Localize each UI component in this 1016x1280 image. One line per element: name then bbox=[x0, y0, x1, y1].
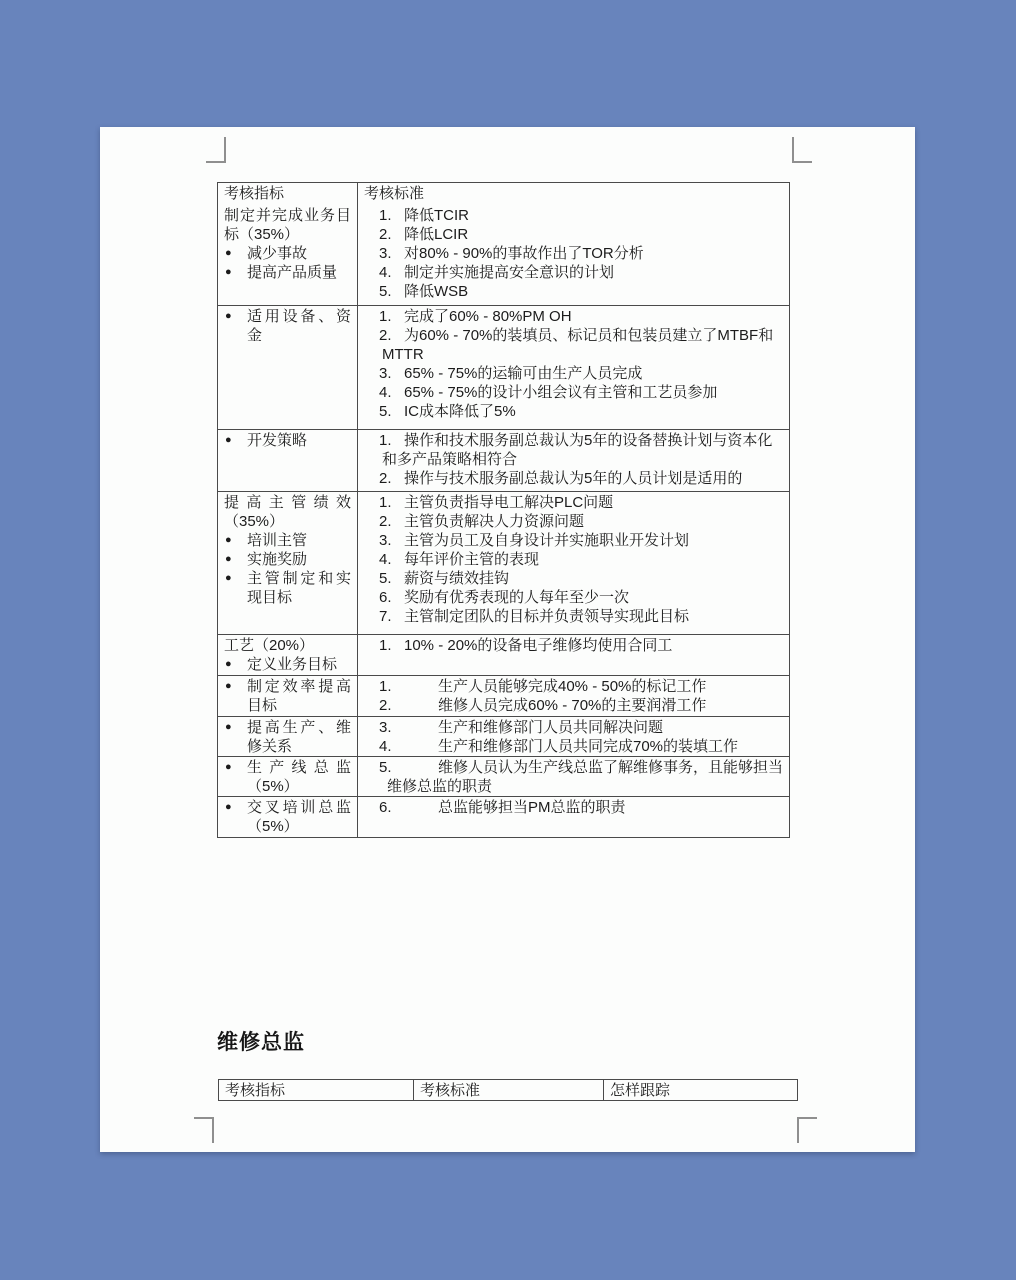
indicator-text: 制定效率提高目标 bbox=[247, 678, 351, 714]
bullet-icon: ● bbox=[225, 721, 232, 733]
bullet-icon: ● bbox=[225, 572, 232, 584]
standard-item bbox=[358, 677, 783, 696]
item-text: 生产和维修部门人员共同解决问题 bbox=[438, 719, 664, 736]
item-text: 降低LCIR bbox=[404, 226, 469, 243]
standard-item bbox=[358, 569, 783, 588]
standard-item bbox=[358, 588, 783, 607]
indicator-bullet-line bbox=[224, 307, 351, 345]
bullet-icon: ● bbox=[225, 761, 232, 773]
item-number: 1. bbox=[379, 432, 392, 449]
indicator-cell bbox=[218, 757, 358, 796]
indicator-cell bbox=[218, 430, 358, 491]
item-number: 2. bbox=[379, 470, 392, 487]
indicator-bullet-line bbox=[224, 531, 351, 550]
item-number: 3. bbox=[379, 719, 392, 736]
indicator-bullet-line bbox=[224, 550, 351, 569]
item-number: 5. bbox=[379, 403, 392, 420]
standard-item bbox=[358, 469, 783, 488]
table-row bbox=[218, 429, 789, 491]
item-number: 3. bbox=[379, 245, 392, 262]
section-title: 维修总监 bbox=[217, 1031, 305, 1054]
indicator-text: 减少事故 bbox=[247, 245, 308, 262]
item-text: 操作和技术服务副总裁认为5年的设备替换计划与资本化和多产品策略相符合 bbox=[382, 432, 773, 468]
indicator-text: 实施奖励 bbox=[247, 551, 308, 568]
indicator-text: 适用设备、资金 bbox=[247, 308, 351, 344]
standard-item bbox=[358, 493, 783, 512]
text-boundary-mark-bottom-right bbox=[797, 1117, 817, 1143]
item-number: 3. bbox=[379, 365, 392, 382]
indicator-bullet-line bbox=[224, 431, 351, 450]
indicator-bullet-line bbox=[224, 718, 351, 756]
table-header-row bbox=[218, 183, 789, 205]
item-number: 5. bbox=[379, 759, 392, 776]
standard-item bbox=[358, 244, 783, 263]
item-text: 每年评价主管的表现 bbox=[404, 551, 540, 568]
item-text: 奖励有优秀表现的人每年至少一次 bbox=[404, 589, 630, 606]
standards-cell bbox=[358, 635, 789, 675]
standard-item bbox=[358, 263, 783, 282]
item-number: 2. bbox=[379, 327, 392, 344]
item-text: 降低WSB bbox=[404, 283, 469, 300]
standard-item bbox=[358, 607, 783, 626]
item-number: 6. bbox=[379, 589, 392, 606]
item-text: 10% - 20%的设备电子维修均使用合同工 bbox=[404, 637, 673, 654]
header-cell-indicator: 考核指标 bbox=[218, 183, 358, 205]
standard-item bbox=[358, 550, 783, 569]
item-number: 5. bbox=[379, 283, 392, 300]
bullet-icon: ● bbox=[225, 658, 232, 670]
indicator-text: 定义业务目标 bbox=[247, 656, 338, 673]
indicator-cell bbox=[218, 717, 358, 756]
assessment-table bbox=[217, 182, 790, 838]
standard-item bbox=[358, 225, 783, 244]
standard-item bbox=[358, 282, 783, 301]
indicator-text: 生产线总监（5%） bbox=[247, 759, 351, 795]
bullet-icon: ● bbox=[225, 801, 232, 813]
indicator-cell bbox=[218, 205, 358, 305]
standards-cell bbox=[358, 797, 789, 837]
standard-item bbox=[358, 307, 783, 326]
indicator-text: 交叉培训总监（5%） bbox=[247, 799, 351, 835]
standards-cell bbox=[358, 430, 789, 491]
item-text: 对80% - 90%的事故作出了TOR分析 bbox=[404, 245, 644, 262]
bullet-icon: ● bbox=[225, 247, 232, 259]
item-number: 2. bbox=[379, 226, 392, 243]
bullet-icon: ● bbox=[225, 534, 232, 546]
text-boundary-mark-top-left bbox=[206, 137, 226, 163]
item-text: 主管制定团队的目标并负责领导实现此目标 bbox=[404, 608, 690, 625]
indicator-text: 主管制定和实现目标 bbox=[247, 570, 351, 606]
indicator-cell bbox=[218, 635, 358, 675]
item-text: 主管为员工及自身设计并实施职业开发计划 bbox=[404, 532, 690, 549]
table-row bbox=[218, 716, 789, 756]
indicator-bullet-line bbox=[224, 655, 351, 674]
item-text: 总监能够担当PM总监的职责 bbox=[438, 799, 626, 816]
item-text: 操作与技术服务副总裁认为5年的人员计划是适用的 bbox=[404, 470, 743, 487]
table-row bbox=[218, 796, 789, 837]
header-cell-indicator: 考核指标 bbox=[219, 1080, 414, 1100]
indicator-text: 工艺（20%） bbox=[224, 637, 315, 654]
indicator-text: 制定并完成业务目标（35%） bbox=[224, 207, 351, 243]
item-text: 维修人员完成60% - 70%的主要润滑工作 bbox=[438, 697, 707, 714]
standards-cell bbox=[358, 306, 789, 429]
standard-item bbox=[358, 636, 783, 655]
standard-item bbox=[358, 326, 783, 364]
item-number: 1. bbox=[379, 678, 392, 695]
item-number: 1. bbox=[379, 637, 392, 654]
item-number: 1. bbox=[379, 207, 392, 224]
standard-item bbox=[358, 531, 783, 550]
item-text: 完成了60% - 80%PM OH bbox=[404, 308, 572, 325]
standard-item bbox=[358, 383, 783, 402]
tracking-table bbox=[218, 1079, 798, 1101]
indicator-text: 提高生产、维修关系 bbox=[247, 719, 351, 755]
indicator-text: 开发策略 bbox=[247, 432, 308, 449]
indicator-bullet-line bbox=[224, 758, 351, 796]
indicator-cell bbox=[218, 797, 358, 837]
bullet-icon: ● bbox=[225, 310, 232, 322]
standards-cell bbox=[358, 757, 789, 796]
standard-item bbox=[358, 512, 783, 531]
indicator-cell bbox=[218, 306, 358, 429]
header-cell-standard: 考核标准 bbox=[414, 1080, 604, 1100]
standard-item bbox=[358, 402, 783, 421]
indicator-text: 提高产品质量 bbox=[247, 264, 338, 281]
item-text: 主管负责解决人力资源问题 bbox=[404, 513, 585, 530]
indicator-cell bbox=[218, 492, 358, 634]
standard-item bbox=[358, 718, 783, 737]
standard-item bbox=[358, 758, 783, 796]
standard-item bbox=[358, 206, 783, 225]
document-page bbox=[100, 127, 915, 1152]
standard-item bbox=[358, 737, 783, 756]
item-number: 2. bbox=[379, 513, 392, 530]
item-text: 降低TCIR bbox=[404, 207, 469, 224]
bullet-icon: ● bbox=[225, 680, 232, 692]
item-number: 4. bbox=[379, 738, 392, 755]
indicator-bullet-line bbox=[224, 798, 351, 836]
item-text: 薪资与绩效挂钩 bbox=[404, 570, 510, 587]
item-text: 生产和维修部门人员共同完成70%的装填工作 bbox=[438, 738, 739, 755]
table-row bbox=[218, 756, 789, 796]
item-text: IC成本降低了5% bbox=[404, 403, 516, 420]
text-boundary-mark-bottom-left bbox=[194, 1117, 214, 1143]
standard-item bbox=[358, 364, 783, 383]
header-cell-tracking: 怎样跟踪 bbox=[610, 1082, 671, 1099]
item-number: 6. bbox=[379, 799, 392, 816]
item-number: 4. bbox=[379, 264, 392, 281]
table-row bbox=[218, 634, 789, 675]
indicator-text: 培训主管 bbox=[247, 532, 308, 549]
item-text: 生产人员能够完成40% - 50%的标记工作 bbox=[438, 678, 707, 695]
item-number: 1. bbox=[379, 308, 392, 325]
item-number: 7. bbox=[379, 608, 392, 625]
item-number: 4. bbox=[379, 384, 392, 401]
table-row bbox=[218, 675, 789, 716]
header-cell-standard: 考核标准 bbox=[364, 185, 425, 202]
indicator-text: 提高主管绩效（35%） bbox=[224, 494, 351, 530]
item-text: 维修人员认为生产线总监了解维修事务，且能够担当维修总监的职责 bbox=[387, 759, 784, 795]
indicator-bullet-line bbox=[224, 569, 351, 607]
indicator-bullet-line bbox=[224, 244, 351, 263]
standards-cell bbox=[358, 205, 789, 305]
text-boundary-mark-top-right bbox=[792, 137, 812, 163]
item-text: 65% - 75%的运输可由生产人员完成 bbox=[404, 365, 643, 382]
table-row bbox=[218, 305, 789, 429]
item-text: 制定并实施提高安全意识的计划 bbox=[404, 264, 615, 281]
indicator-bullet-line bbox=[224, 263, 351, 282]
standards-cell bbox=[358, 676, 789, 716]
table-row bbox=[218, 491, 789, 634]
item-text: 65% - 75%的设计小组会议有主管和工艺员参加 bbox=[404, 384, 718, 401]
item-number: 3. bbox=[379, 532, 392, 549]
table-row bbox=[218, 205, 789, 305]
indicator-cell bbox=[218, 676, 358, 716]
bullet-icon: ● bbox=[225, 434, 232, 446]
item-text: 为60% - 70%的装填员、标记员和包装员建立了MTBF和MTTR bbox=[382, 327, 774, 363]
standards-cell bbox=[358, 492, 789, 634]
item-text: 主管负责指导电工解决PLC问题 bbox=[404, 494, 614, 511]
standards-cell bbox=[358, 717, 789, 756]
bullet-icon: ● bbox=[225, 553, 232, 565]
standard-item bbox=[358, 431, 783, 469]
standard-item bbox=[358, 696, 783, 715]
indicator-bullet-line bbox=[224, 677, 351, 715]
item-number: 4. bbox=[379, 551, 392, 568]
item-number: 1. bbox=[379, 494, 392, 511]
item-number: 5. bbox=[379, 570, 392, 587]
bullet-icon: ● bbox=[225, 266, 232, 278]
item-number: 2. bbox=[379, 697, 392, 714]
standard-item bbox=[358, 798, 783, 817]
